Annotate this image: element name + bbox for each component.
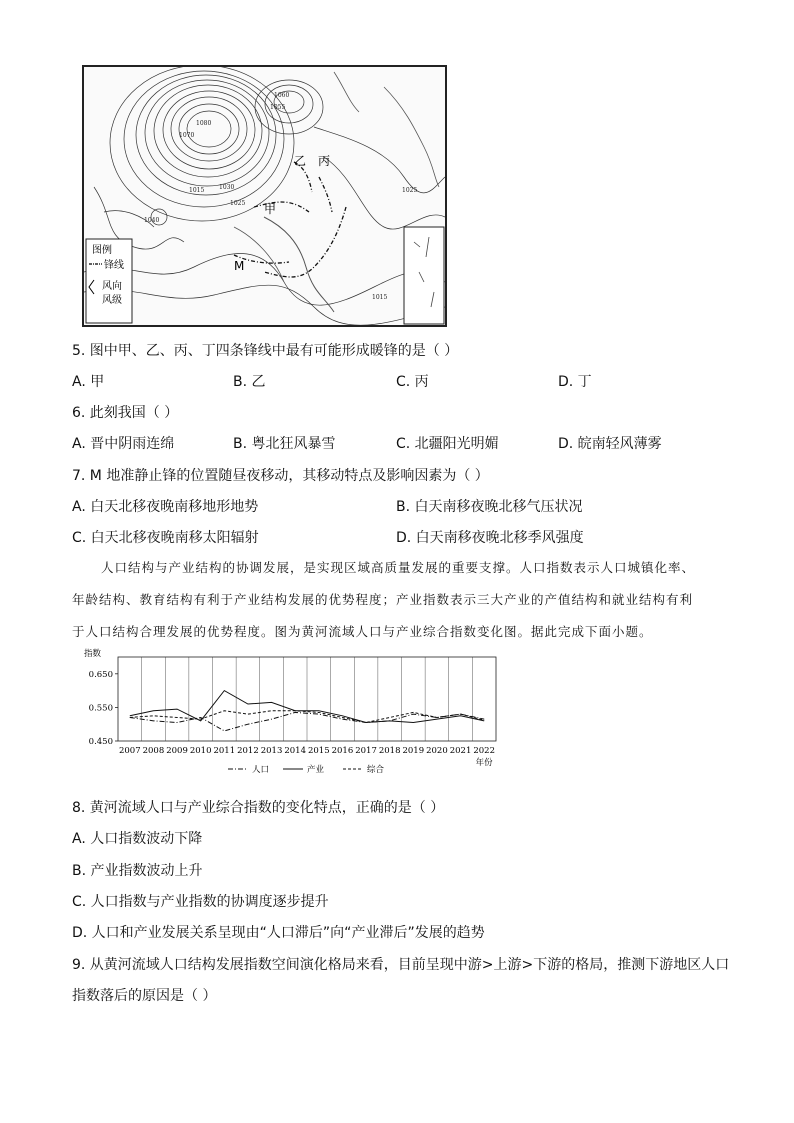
legend-front-label: 锋线 <box>104 260 124 271</box>
question-8-option-b[interactable]: B. 产业指数波动上升 <box>72 863 203 879</box>
x-tick-label: 2016 <box>331 746 354 756</box>
question-5-option-d[interactable]: D. 丁 <box>558 374 592 390</box>
passage-line-3: 于人口结构合理发展的优势程度。图为黄河流域人口与产业综合指数变化图。据此完成下面小题。 <box>72 624 653 639</box>
isobar-label: 1055 <box>270 104 286 111</box>
x-tick-label: 2020 <box>426 746 448 756</box>
question-6-stem: 6. 此刻我国（ ） <box>72 405 179 421</box>
question-6-option-b[interactable]: B. 粤北狂风暴雪 <box>233 436 336 452</box>
chart-axes <box>115 657 496 741</box>
legend-title: 图例 <box>92 245 112 256</box>
x-tick-label: 2011 <box>213 746 236 756</box>
x-tick-label: 2012 <box>237 746 259 756</box>
front-label-jia: 甲 <box>264 202 277 216</box>
passage-line-1: 人口结构与产业结构的协调发展，是实现区域高质量发展的重要支撑。人口指数表示人口城镇化率、 <box>101 560 696 575</box>
chart-labels <box>84 648 495 768</box>
x-tick-label: 2010 <box>189 746 212 756</box>
chart-legend <box>228 764 385 775</box>
question-8-option-d[interactable]: D. 人口和产业发展关系呈现由“人口滞后”向“产业滞后”发展的趋势 <box>72 925 485 941</box>
chart-grid <box>142 657 473 741</box>
question-6-option-d[interactable]: D. 皖南轻风薄雾 <box>558 436 662 452</box>
weather-map-figure <box>82 65 447 327</box>
legend-wind-label-1: 风向 <box>102 281 122 292</box>
question-7-option-b[interactable]: B. 白天南移夜晚北移气压状况 <box>396 499 583 515</box>
x-tick-label: 2022 <box>473 746 496 756</box>
x-tick-label: 2017 <box>355 746 377 756</box>
x-tick-label: 2008 <box>142 746 165 756</box>
y-tick-label: 0.650 <box>88 669 113 680</box>
inset-map-box <box>404 227 444 324</box>
question-8-option-a[interactable]: A. 人口指数波动下降 <box>72 831 203 847</box>
isobar-label: 1025 <box>230 200 246 207</box>
isobar-label: 1030 <box>219 184 235 191</box>
question-5-option-c[interactable]: C. 丙 <box>396 374 429 390</box>
isobar-label: 1040 <box>144 217 160 224</box>
question-7-option-c[interactable]: C. 白天北移夜晚南移太阳辐射 <box>72 530 259 546</box>
legend-label: 人口 <box>252 765 270 775</box>
x-tick-label: 2018 <box>378 746 401 756</box>
y-axis-label: 指数 <box>84 649 102 659</box>
x-tick-label: 2009 <box>166 746 188 756</box>
passage-line-2: 年龄结构、教育结构有利于产业结构发展的优势程度；产业指数表示三大产业的产值结构和就业结构有利 <box>72 592 694 607</box>
question-8-stem: 8. 黄河流域人口与产业综合指数的变化特点，正确的是（ ） <box>72 800 445 816</box>
legend-wind-label-2: 风级 <box>102 295 122 306</box>
question-7-stem: 7. M 地准静止锋的位置随昼夜移动，其移动特点及影响因素为（ ） <box>72 468 489 484</box>
index-line-chart <box>78 645 508 785</box>
isobar-label: 1080 <box>196 120 212 127</box>
legend-label: 产业 <box>307 765 325 775</box>
y-tick-label: 0.450 <box>88 737 113 747</box>
x-axis-label: 年份 <box>475 758 493 768</box>
isobar-label: 1070 <box>179 132 195 139</box>
isobar-label: 1025 <box>402 187 418 194</box>
x-tick-label: 2021 <box>449 746 472 756</box>
question-7-option-d[interactable]: D. 白天南移夜晚北移季风强度 <box>396 530 584 546</box>
question-5-option-a[interactable]: A. 甲 <box>72 374 105 390</box>
front-label-m: M <box>234 259 245 273</box>
x-tick-label: 2007 <box>118 746 141 756</box>
x-tick-label: 2014 <box>284 746 307 756</box>
x-tick-label: 2013 <box>260 746 283 756</box>
y-tick-label: 0.550 <box>88 703 113 714</box>
x-tick-label: 2015 <box>307 746 330 756</box>
legend-label: 综合 <box>367 765 385 775</box>
question-9-stem-line-1: 9. 从黄河流域人口结构发展指数空间演化格局来看，目前呈现中游>上游>下游的格局，推测下游地区人口 <box>72 957 730 973</box>
question-5-stem: 5. 图中甲、乙、丙、丁四条锋线中最有可能形成暖锋的是（ ） <box>72 343 459 359</box>
front-label-bing: 丙 <box>318 154 331 168</box>
isobar-label: 1060 <box>274 92 290 99</box>
question-6-option-a[interactable]: A. 晋中阴雨连绵 <box>72 436 175 452</box>
front-label-yi: 乙 <box>294 154 307 168</box>
isobar-label: 1015 <box>372 294 388 301</box>
question-9-stem-line-2: 指数落后的原因是（ ） <box>72 988 217 1004</box>
weather-map <box>84 67 445 325</box>
isobar-label: 1015 <box>189 187 205 194</box>
question-8-option-c[interactable]: C. 人口指数与产业指数的协调度逐步提升 <box>72 894 329 910</box>
question-5-option-b[interactable]: B. 乙 <box>233 374 266 390</box>
question-6-option-c[interactable]: C. 北疆阳光明媚 <box>396 436 499 452</box>
question-7-option-a[interactable]: A. 白天北移夜晚南移地形地势 <box>72 499 259 515</box>
x-tick-label: 2019 <box>402 746 425 756</box>
